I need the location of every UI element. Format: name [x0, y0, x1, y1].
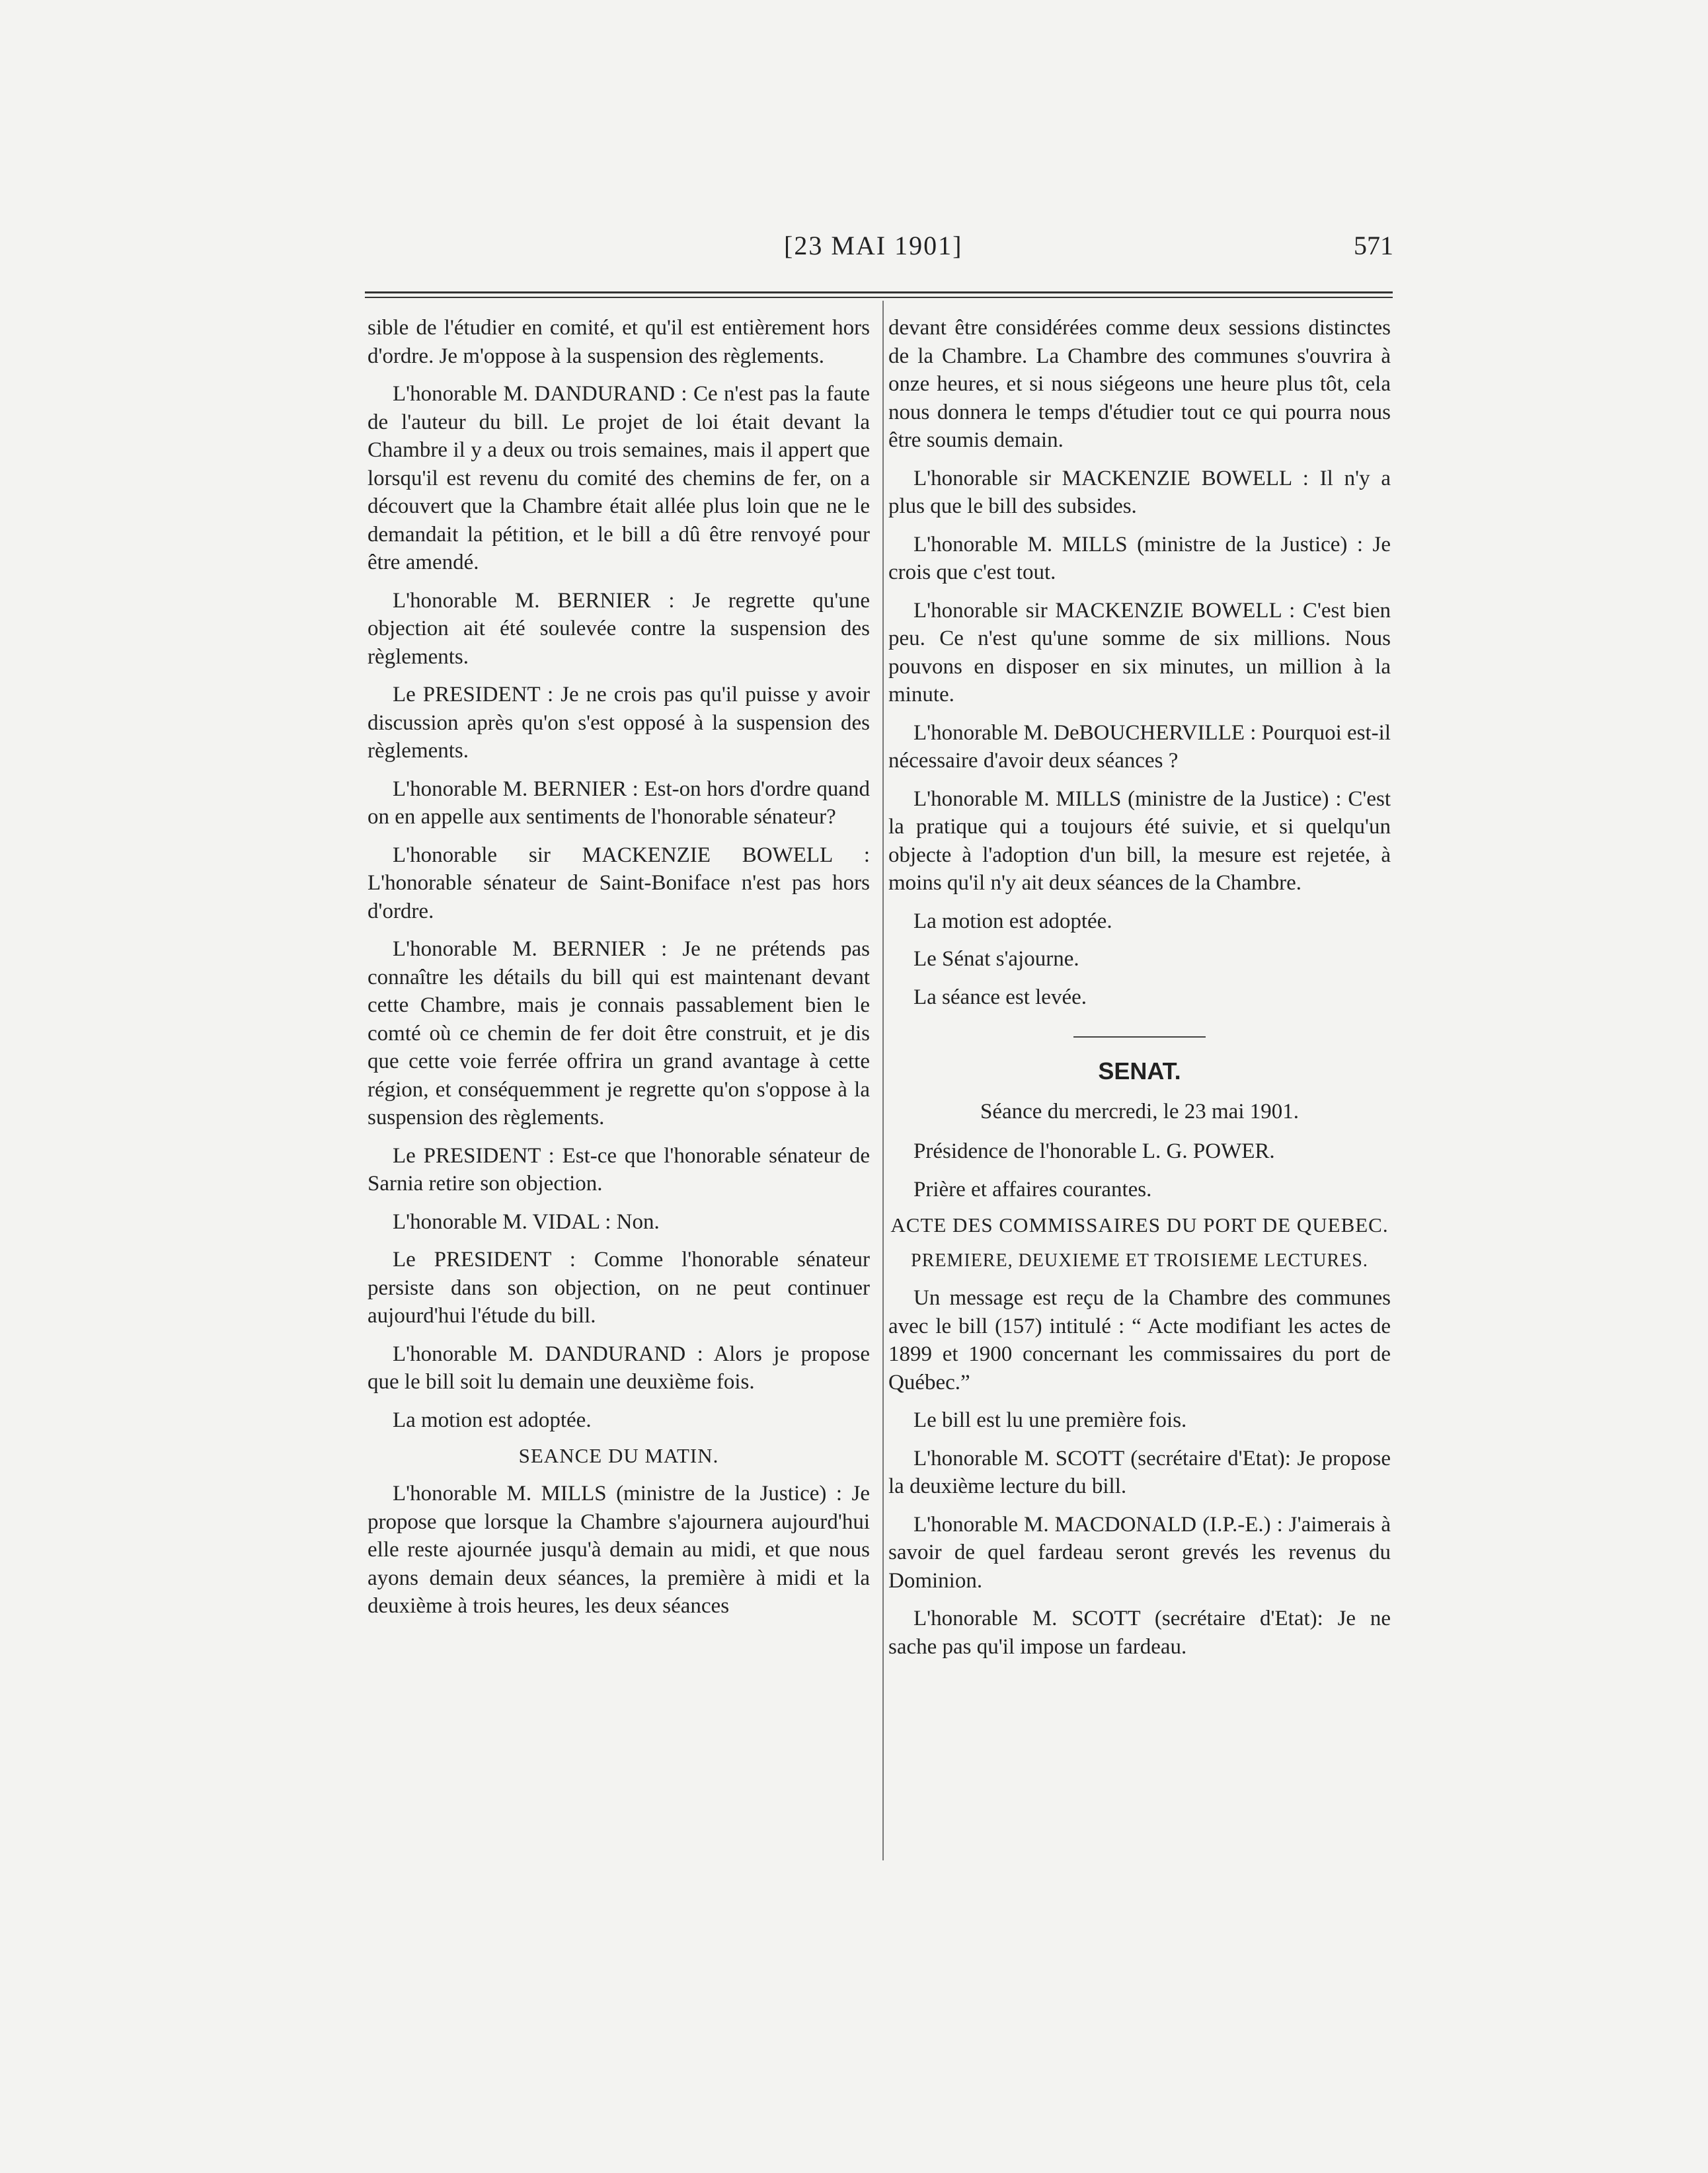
paragraph: L'honorable M. MILLS (ministre de la Justice) : Je propose que lorsque la Chambre s'ajournera aujourd'hui elle reste ajournée jusqu'à demain au midi, et que nous ayons demain deux séances, la première à midi et la deuxième à trois heures, les deux séances — [368, 1482, 870, 1618]
paragraph: L'honorable sir MACKENZIE BOWELL : C'est bien peu. Ce n'est qu'une somme de six millions. Nous pouvons en disposer en six minutes, un million à la minute. — [888, 598, 1391, 706]
paragraph: La motion est adoptée. — [393, 1408, 592, 1432]
section-heading: Séance du mercredi, le 23 mai 1901. — [980, 1099, 1299, 1124]
paragraph: L'honorable M. SCOTT (secrétaire d'Etat): Je propose la deuxième lecture du bill. — [888, 1446, 1391, 1498]
right-column — [888, 314, 1391, 1671]
paragraph: sible de l'étudier en comité, et qu'il est entièrement hors d'ordre. Je m'oppose à la suspension des règlements. — [368, 316, 870, 368]
paragraph: L'honorable M. DANDURAND : Alors je propose que le bill soit lu demain une deuxième fois. — [368, 1342, 870, 1394]
section-heading: ACTE DES COMMISSAIRES DU PORT DE QUEBEC. — [890, 1213, 1389, 1237]
paragraph: L'honorable M. BERNIER : Je ne prétends pas connaître les détails du bill qui est maintenant devant cette Chambre, mais je connais passablement bien le comté où ce chemin de fer doit être construit, et je dis que cette voie ferrée offrira un grand avantage à cette région, et conséquemment je regrette qu'on s'oppose à la suspension des règlements. — [368, 937, 870, 1129]
header-rule-bottom — [365, 297, 1393, 298]
paragraph: Le PRESIDENT : Comme l'honorable sénateur persiste dans son objection, on ne peut continuer aujourd'hui l'étude du bill. — [368, 1248, 870, 1328]
paragraph: Un message est reçu de la Chambre des communes avec le bill (157) intitulé : “ Acte modifiant les actes de 1899 et 1900 concernant les commissaires du port de Québec.” — [888, 1286, 1391, 1394]
paragraph: L'honorable sir MACKENZIE BOWELL : L'honorable sénateur de Saint-Boniface n'est pas hors d'ordre. — [368, 843, 870, 923]
paragraph: La motion est adoptée. — [913, 909, 1112, 933]
paragraph: L'honorable M. DANDURAND : Ce n'est pas la faute de l'auteur du bill. Le projet de loi était devant la Chambre il y a deux ou trois semaines, mais il appert que lorsqu'il est revenu du comité des chemins de fer, on a découvert que la Chambre était allée plus loin que ne le demandait la pétition, et le bill a dû être renvoyé pour être amendé. — [368, 382, 870, 574]
paragraph: L'honorable sir MACKENZIE BOWELL : Il n'y a plus que le bill des subsides. — [888, 466, 1391, 518]
column-divider — [882, 301, 884, 1860]
paragraph: Le Sénat s'ajourne. — [913, 947, 1079, 971]
section-heading: PREMIERE, DEUXIEME ET TROISIEME LECTURES. — [911, 1250, 1368, 1271]
paragraph: L'honorable M. MILLS (ministre de la Justice) : C'est la pratique qui a toujours été suivie, et si quelqu'un objecte à l'adoption d'un bill, la mesure est rejetée, à moins qu'il n'y ait deux séances de la Chambre. — [888, 786, 1391, 895]
paragraph: Présidence de l'honorable L. G. POWER. — [913, 1139, 1275, 1163]
section-heading: SENAT. — [1098, 1057, 1181, 1085]
paragraph: devant être considérées comme deux sessions distinctes de la Chambre. La Chambre des communes s'ouvrira à onze heures, et si nous siégeons une heure plus tôt, cela nous donnera le temps d'étudier tout ce qui pourra nous être soumis demain. — [888, 316, 1391, 452]
paragraph: Le bill est lu une première fois. — [913, 1408, 1187, 1432]
paragraph: La séance est levée. — [913, 985, 1087, 1009]
paragraph: L'honorable M. BERNIER : Est-on hors d'ordre quand on en appelle aux sentiments de l'honorable sénateur? — [368, 777, 870, 829]
header-rule-top — [365, 291, 1393, 293]
paragraph: Le PRESIDENT : Je ne crois pas qu'il puisse y avoir discussion après qu'on s'est opposé à la suspension des règlements. — [368, 683, 870, 763]
section-heading: SEANCE DU MATIN. — [518, 1444, 719, 1467]
section-divider — [1073, 1036, 1206, 1038]
paragraph: L'honorable M. SCOTT (secrétaire d'Etat): Je ne sache pas qu'il impose un fardeau. — [888, 1607, 1391, 1659]
paragraph: Le PRESIDENT : Est-ce que l'honorable sénateur de Sarnia retire son objection. — [368, 1143, 870, 1196]
paragraph: L'honorable M. VIDAL : Non. — [393, 1209, 660, 1234]
paragraph: L'honorable M. MACDONALD (I.P.-E.) : J'aimerais à savoir de quel fardeau seront grevés les revenus du Dominion. — [888, 1512, 1391, 1593]
page-header-date: [23 MAI 1901] — [784, 231, 963, 260]
paragraph: L'honorable M. DeBOUCHERVILLE : Pourquoi est-il nécessaire d'avoir deux séances ? — [888, 720, 1391, 773]
page-number: 571 — [1354, 231, 1393, 260]
paragraph: L'honorable M. BERNIER : Je regrette qu'une objection ait été soulevée contre la suspension des règlements. — [368, 588, 870, 669]
left-column — [368, 314, 870, 1630]
paragraph: L'honorable M. MILLS (ministre de la Justice) : Je crois que c'est tout. — [888, 532, 1391, 584]
paragraph: Prière et affaires courantes. — [913, 1177, 1152, 1201]
